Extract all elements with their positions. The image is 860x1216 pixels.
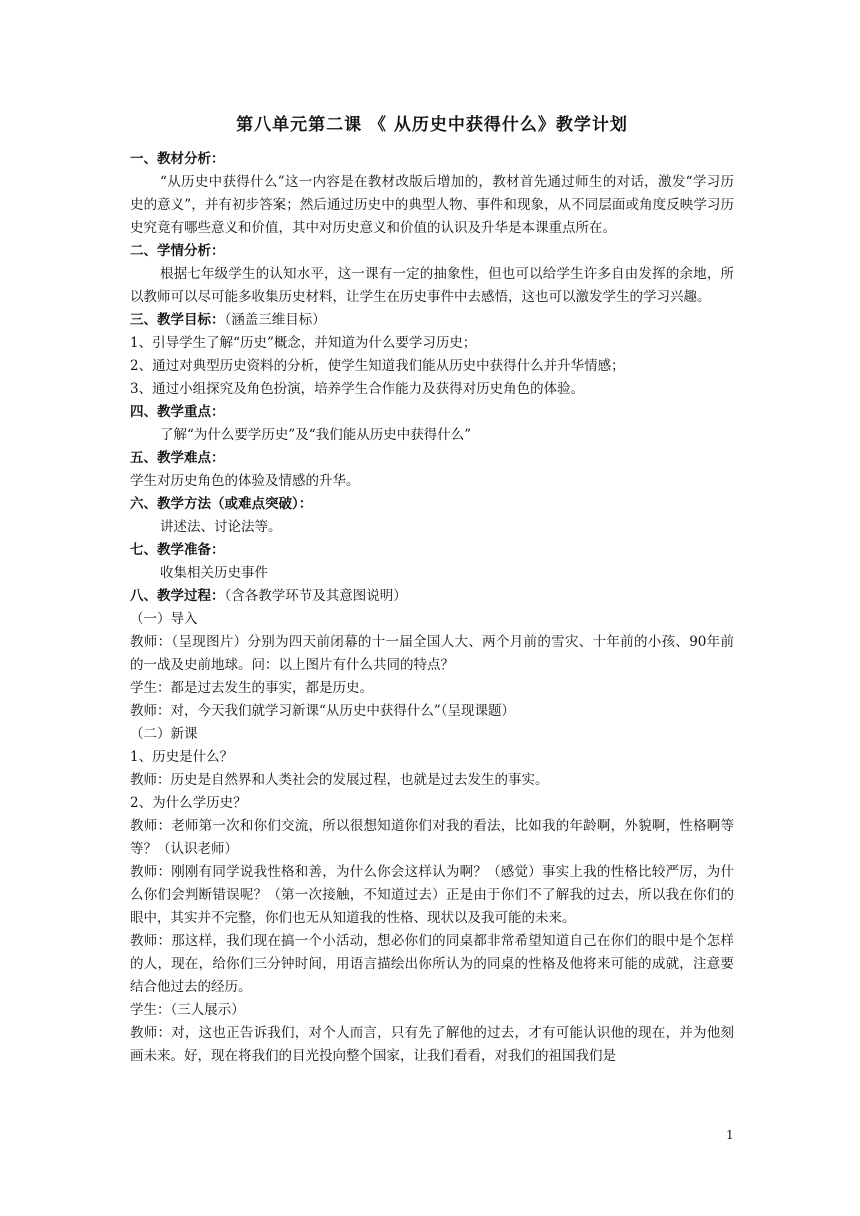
section-heading: 二、学情分析： xyxy=(130,243,225,259)
text-line: 学生：都是过去发生的事实，都是历史。 xyxy=(130,680,373,696)
text-line: 讲述法、讨论法等。 xyxy=(160,519,282,535)
section-heading xyxy=(130,585,734,608)
paragraph: 教师：刚刚有同学说我性格和善，为什么你会这样认为啊？（感觉）事实上我的性格比较严厉，为什么你们会判断错误呢？（第一次接触，不知道过去）正是由于你们不了解我的过去，所以我在你们的眼中，其实并不完整，你们也无从知道我的性格、现状以及我可能的未来。 xyxy=(130,864,734,926)
paragraph: 教师：对，这也正告诉我们，对个人而言，只有先了解他的过去，才有可能认识他的现在，并为他刻画未来。好，现在将我们的目光投向整个国家，让我们看看，对我们的祖国我们是 xyxy=(130,1025,734,1064)
paragraph: 教师：（呈现图片）分别为四天前闭幕的十一届全国人大、两个月前的雪灾、十年前的小孩、90年前的一战及史前地球。问：以上图片有什么共同的特点？ xyxy=(130,634,734,673)
document-title: 第八单元第二课 《 从历史中获得什么》教学计划 xyxy=(236,115,628,135)
text-line: 教师：历史是自然界和人类社会的发展过程，也就是过去发生的事实。 xyxy=(130,772,549,788)
paragraph: 根据七年级学生的认知水平，这一课有一定的抽象性，但也可以给学生许多自由发挥的余地，所以教师可以尽可能多收集历史材料，让学生在历史事件中去感悟，这也可以激发学生的学习兴趣。 xyxy=(130,266,734,305)
text-line: 2、为什么学历史？ xyxy=(130,795,247,811)
page-number: 1 xyxy=(726,1128,734,1142)
text-line: 2、通过对典型历史资料的分析，使学生知道我们能从历史中获得什么并升华情感； xyxy=(130,358,625,374)
paragraph: “从历史中获得什么”这一内容是在教材改版后增加的，教材首先通过师生的对话，激发“学习历史的意义”，并有初步答案；然后通过历史中的典型人物、事件和现象，从不同层面或角度反映学习历史究竟有哪些意义和价值，其中对历史意义和价值的认识及升华是本课重点所在。 xyxy=(130,174,734,236)
text-line: 教师：对，今天我们就学习新课“从历史中获得什么”（呈现课题） xyxy=(130,703,516,719)
paragraph: 教师：那这样，我们现在搞一个小活动，想必你们的同桌都非常希望知道自己在你们的眼中是个怎样的人，现在，给你们三分钟时间，用语言描绘出你所认为的同桌的性格及他将来可能的成就，注意要结合他过去的经历。 xyxy=(130,933,734,995)
paragraph: 教师：老师第一次和你们交流，所以很想知道你们对我的看法，比如我的年龄啊，外貌啊，性格啊等等？（认识老师） xyxy=(130,818,734,857)
section-heading: 五、教学难点： xyxy=(130,450,225,466)
document-body xyxy=(130,112,734,1068)
text-line: 3、通过小组探究及角色扮演，培养学生合作能力及获得对历史角色的体验。 xyxy=(130,381,585,397)
document-blocks xyxy=(130,148,734,1068)
text-line: （一）导入 xyxy=(130,611,198,627)
section-heading: 六、教学方法（或难点突破）： xyxy=(130,496,313,512)
section-heading: 七、教学准备： xyxy=(130,542,225,558)
section-heading-label: 三、教学目标： xyxy=(130,312,225,328)
section-heading-note: （涵盖三维目标） xyxy=(224,312,326,328)
section-heading-note: （含各教学环节及其意图说明） xyxy=(224,588,407,604)
section-heading-label: 八、教学过程： xyxy=(130,588,225,604)
section-heading: 一、教材分析： xyxy=(130,151,225,167)
text-line: 学生对历史角色的体验及情感的升华。 xyxy=(130,473,360,489)
text-line: 了解“为什么要学历史”及“我们能从历史中获得什么” xyxy=(160,427,472,443)
text-line: 学生：（三人展示） xyxy=(130,1002,245,1018)
text-line: 1、引导学生了解“历史”概念，并知道为什么要学习历史； xyxy=(130,335,477,351)
text-line: 收集相关历史事件 xyxy=(160,565,268,581)
section-heading xyxy=(130,309,734,332)
text-line: （二）新课 xyxy=(130,726,198,742)
section-heading: 四、教学重点： xyxy=(130,404,225,420)
text-line: 1、历史是什么？ xyxy=(130,749,234,765)
